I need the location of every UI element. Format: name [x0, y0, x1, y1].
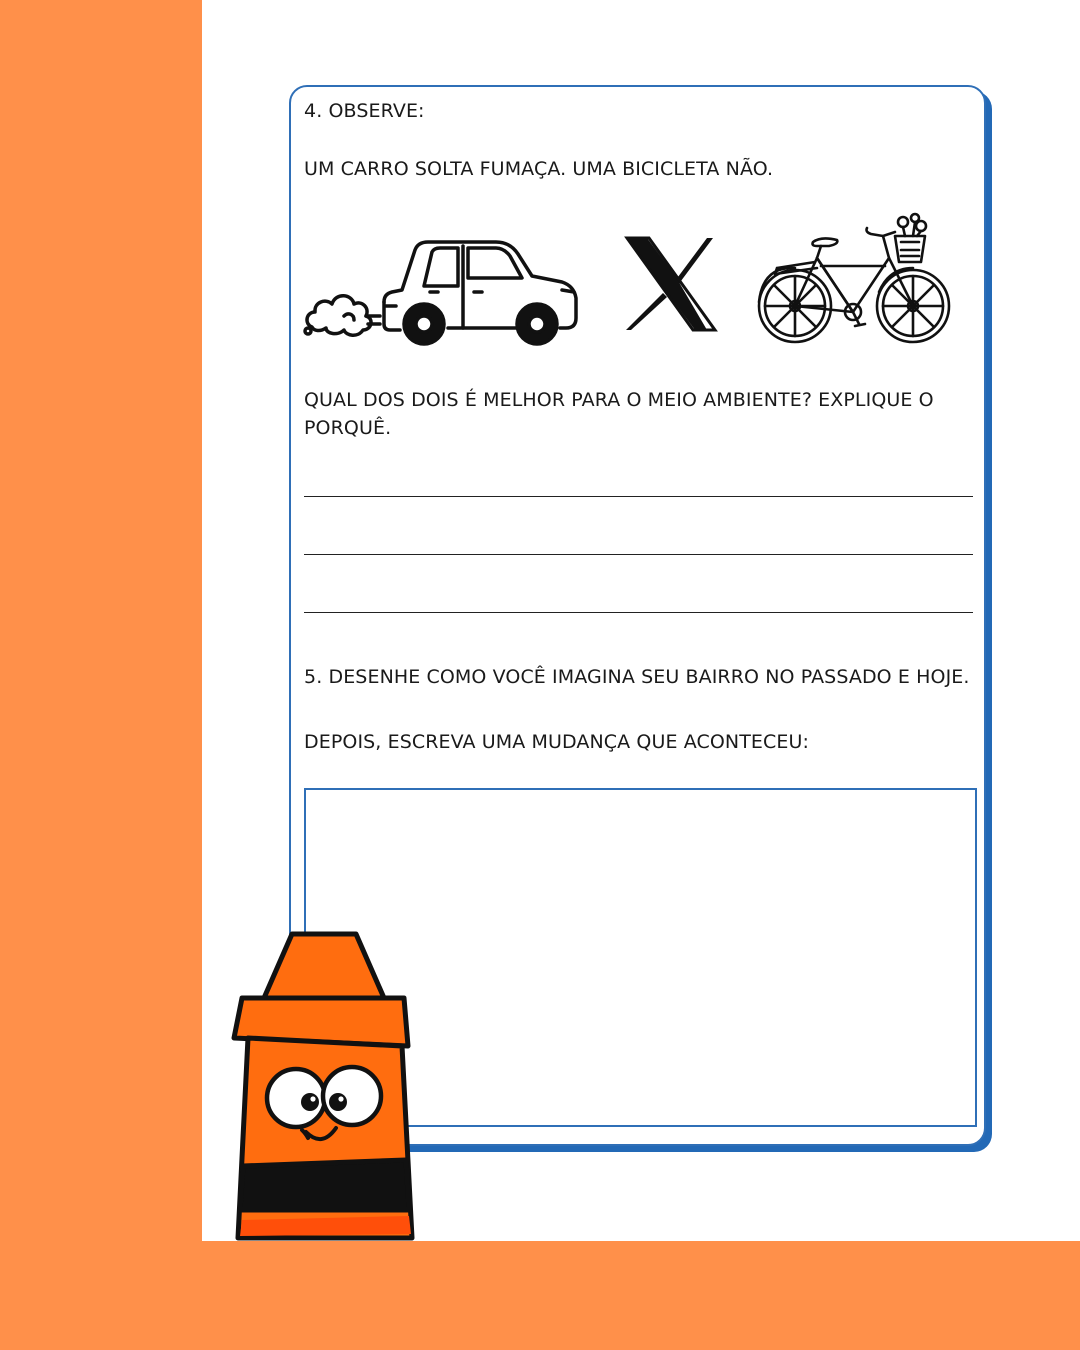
question-4-heading: 4. OBSERVE: [304, 100, 425, 122]
question-5-instruction: DEPOIS, ESCREVA UMA MUDANÇA QUE ACONTECEU: [304, 731, 809, 753]
smoke-icon [305, 296, 380, 336]
answer-line-1[interactable] [304, 496, 973, 497]
question-5-heading: 5. DESENHE COMO VOCÊ IMAGINA SEU BAIRRO NO PASSADO E HOJE. [304, 666, 970, 688]
versus-x-icon [623, 235, 718, 333]
car-icon [300, 232, 585, 347]
crayon-mascot [228, 928, 418, 1244]
answer-line-2[interactable] [304, 554, 973, 555]
question-4-statement: UM CARRO SOLTA FUMAÇA. UMA BICICLETA NÃO. [304, 158, 774, 180]
question-4-prompt: QUAL DOS DOIS É MELHOR PARA O MEIO AMBIENTE? EXPLIQUE O PORQUÊ. [304, 389, 934, 439]
answer-line-3[interactable] [304, 612, 973, 613]
bicycle-icon [755, 212, 955, 348]
